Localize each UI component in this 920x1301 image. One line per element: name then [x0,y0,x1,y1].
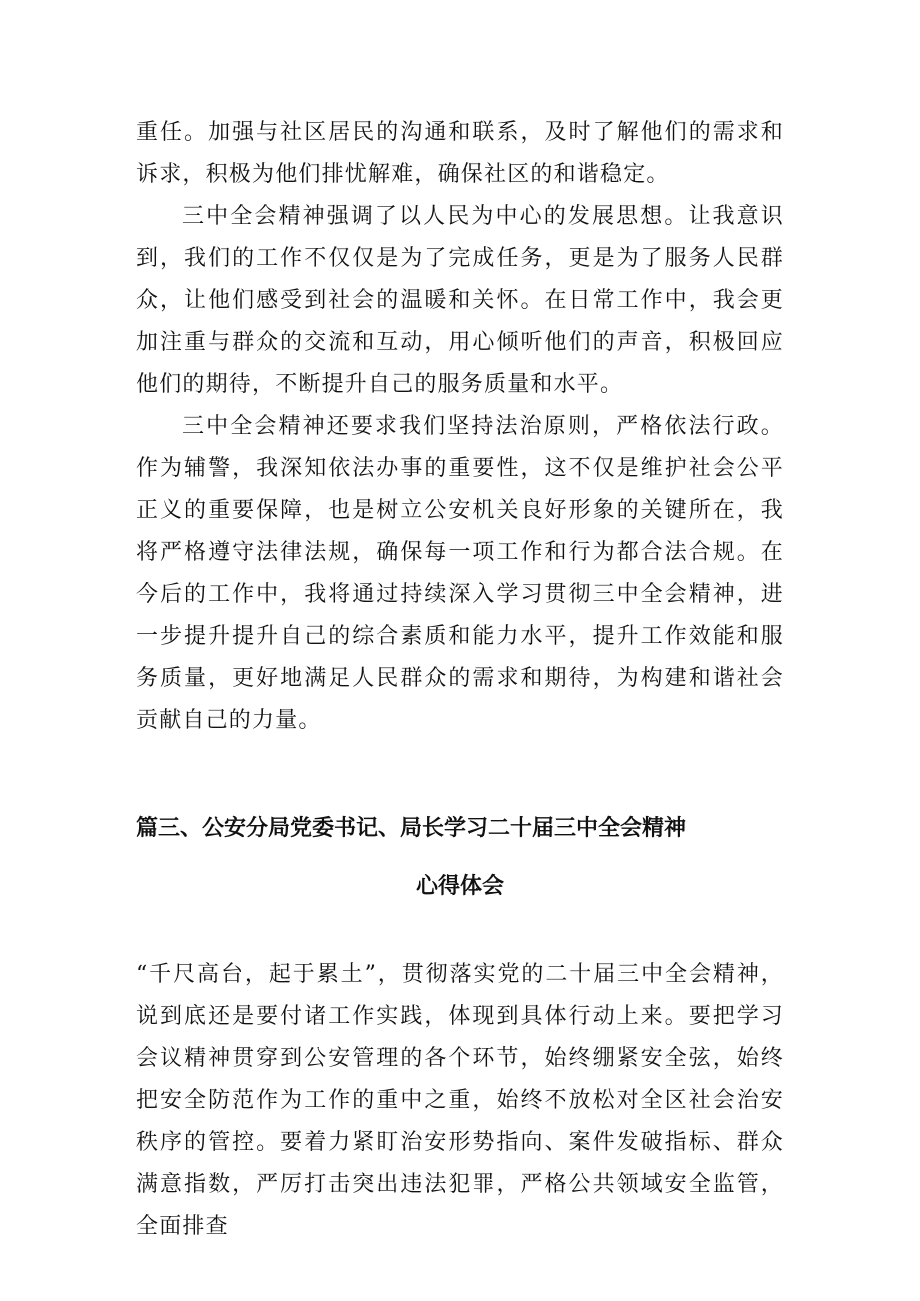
section-subtitle: 心得体会 [415,874,504,899]
paragraph-continuation: 重任。加强与社区居民的沟通和联系，及时了解他们的需求和诉求，积极为他们排忧解难，确保社区的和谐稳定。 [136,120,784,187]
paragraph-section-three: “千尺高台，起于累土”，贯彻落实党的二十届三中全会精神，说到底还是要付诸工作实践，体现到具体行动上来。要把学习会议精神贯穿到公安管理的各个环节，始终绷紧安全弦，始终把安全防范作为工作的重中之重，始终不放松对全区社会治安秩序的管控。要着力紧盯治安形势指向、案件发破指标、群众满意指数，严厉打击突出违法犯罪，严格公共领域安全监管，全面排查 [136,962,784,1239]
paragraph-rule-of-law: 三中全会精神还要求我们坚持法治原则，严格依法行政。作为辅警，我深知依法办事的重要性，这不仅是维护社会公平正义的重要保障，也是树立公安机关良好形象的关键所在，我将严格遵守法律法规，确保每一项工作和行为都合法合规。在今后的工作中，我将通过持续深入学习贯彻三中全会精神，进一步提升提升自己的综合素质和能力水平，提升工作效能和服务质量，更好地满足人民群众的需求和期待，为构建和谐社会贡献自己的力量。 [136,414,784,733]
paragraph-people-centered: 三中全会精神强调了以人民为中心的发展思想。让我意识到，我们的工作不仅仅是为了完成任务，更是为了服务人民群众，让他们感受到社会的温暖和关怀。在日常工作中，我会更加注重与群众的交流和互动，用心倾听他们的声音，积极回应他们的期待，不断提升自己的服务质量和水平。 [136,204,784,397]
section-title: 篇三、公安分局党委书记、局长学习二十届三中全会精神 [136,816,687,841]
